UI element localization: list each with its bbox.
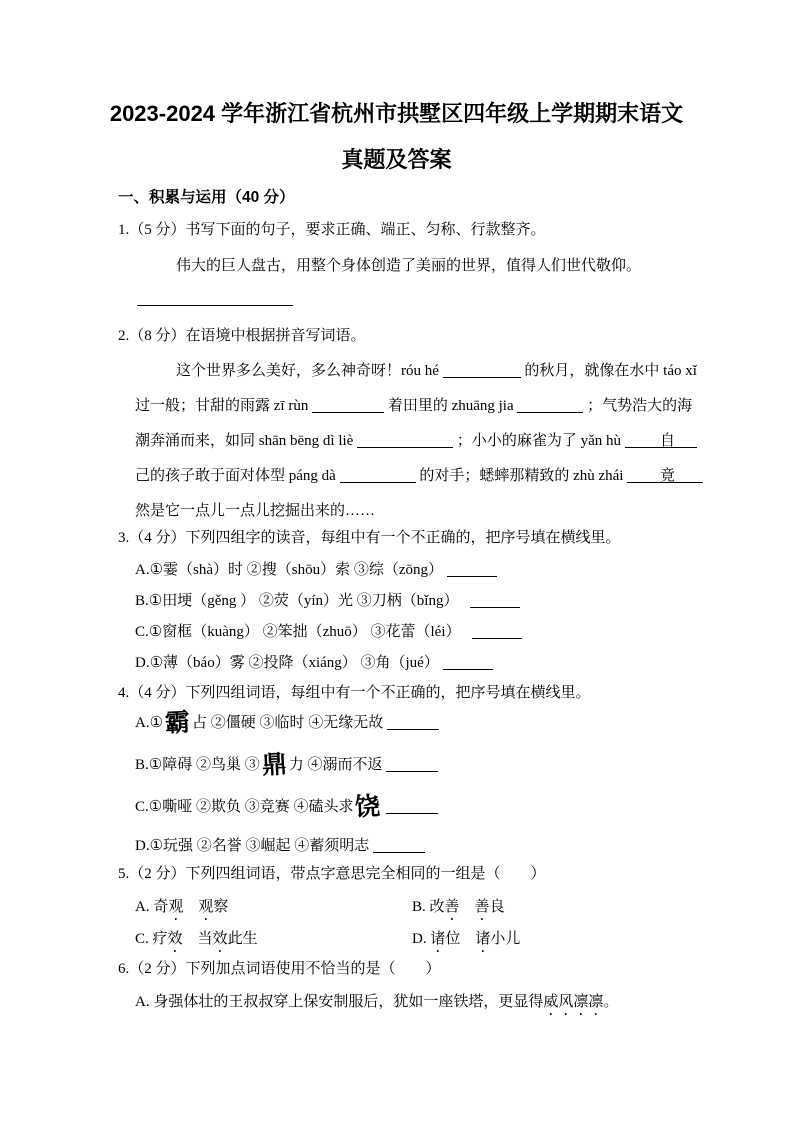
q4-option-c (135, 794, 438, 820)
q5-option-d-mid: 位 (445, 931, 476, 947)
answer-blank (386, 798, 438, 814)
emphasis-dot-char: 观 (168, 899, 184, 915)
emphasis-dot-char: 观 (198, 899, 214, 915)
answer-blank (472, 623, 522, 639)
q2-line2-text-a: 过一般；甘甜的雨露 zī rùn (135, 398, 309, 414)
q4-option-b-pre: B.①障碍 ②鸟巢 ③ (135, 757, 260, 773)
q4-stem: 4.（4 分）下列四组词语，每组中有一个不正确的，把序号填在横线里。 (118, 685, 591, 701)
q4-option-a-post: 占 ②僵硬 ③临时 ④无缘无故 (192, 715, 384, 731)
q5-option-c-post: 此生 (227, 931, 258, 947)
emphasis-dot-char: 善 (474, 899, 490, 915)
q6-stem: 6.（2 分）下列加点词语使用不恰当的是（ ） (118, 961, 441, 977)
answer-blank (312, 397, 384, 413)
q1-answer-line (137, 291, 293, 306)
answer-blank (340, 467, 416, 483)
answer-blank (386, 756, 438, 772)
q4-option-d (135, 836, 425, 856)
q6-option-a-pre: A. 身强体壮的王叔叔穿上保安制服后，犹如一座铁塔，更显得 (135, 994, 544, 1010)
q5-stem: 5.（2 分）下列四组词语，带点字意思完全相同的一组是（ ） (118, 866, 546, 882)
q4-option-b-post: 力 ④溺而不返 (288, 757, 383, 773)
q5-option-d-post: 小儿 (490, 931, 521, 947)
answer-blank (447, 561, 497, 577)
q5-option-b-post: 良 (489, 899, 505, 915)
q5-option-d-pre: D. (412, 931, 431, 947)
q5-option-a-mid (183, 899, 198, 915)
emphasis-dot-char: 效 (212, 931, 228, 947)
q3-option-b-text: B.①田埂（gěng ） ②荧（yín）光 ③刀柄（bǐng） (135, 593, 459, 609)
answer-blank (373, 837, 425, 853)
q6-option-a-post: 。 (603, 994, 619, 1010)
q2-line4-text-b: 的对手；蟋蟀那精致的 zhù zhái (419, 468, 624, 484)
answer-blank (387, 714, 439, 730)
q2-line4-text-a: 己的孩子敢于面对体型 páng dà (135, 468, 336, 484)
section-heading: 一、积累与运用（40 分） (118, 189, 295, 206)
q1-stem: 1.（5 分）书写下面的句子，要求正确、端正、匀称、行款整齐。 (118, 222, 546, 238)
emphasis-dot-char: 威风凛凛 (543, 994, 604, 1010)
emphasis-dot-char: 善 (444, 899, 460, 915)
q4-option-d-text: D.①玩强 ②名誉 ③崛起 ④蓄须明志 (135, 838, 370, 854)
q2-line3-text-c: 自 (659, 433, 675, 449)
q5-option-d (412, 929, 520, 956)
q5-option-a (135, 897, 228, 924)
q2-line3-text-a: 潮奔涌而来，如同 shān bēng dì liè (135, 433, 354, 449)
answer-blank (443, 654, 493, 670)
q2-text-line3 (135, 431, 675, 451)
handwritten-char-rao-image: 饶 (354, 793, 382, 822)
q4-option-b (135, 752, 438, 778)
answer-blank (470, 592, 520, 608)
q5-option-c-pre: C. 疗 (135, 931, 168, 947)
q2-text-line5: 然是它一点儿一点儿挖掘出来的…… (135, 503, 376, 519)
q2-line2-text-b: 着田里的 zhuāng jia (387, 398, 514, 414)
emphasis-dot-char: 诸 (430, 931, 446, 947)
exam-title-line1: 2023-2024 学年浙江省杭州市拱墅区四年级上学期期末语文 (109, 101, 684, 126)
q2-text-line4 (135, 466, 675, 486)
handwritten-char-ba-image: 霸 (164, 709, 191, 738)
q3-option-b (135, 591, 520, 611)
answer-blank (357, 432, 453, 448)
exam-title-line2: 真题及答案 (341, 147, 452, 172)
q6-option-a (135, 992, 618, 1019)
q2-text-line2 (135, 396, 693, 416)
answer-blank (517, 397, 583, 413)
q3-option-a (135, 560, 497, 580)
q2-stem: 2.（8 分）在语境中根据拼音写词语。 (118, 328, 366, 344)
q5-option-b-mid (460, 899, 475, 915)
q3-option-c (135, 622, 522, 642)
q5-option-a-pre: A. 奇 (135, 899, 169, 915)
q2-text-line1 (176, 361, 697, 381)
q3-stem: 3.（4 分）下列四组字的读音，每组中有一个不正确的，把序号填在横线里。 (118, 530, 621, 546)
q5-option-c (135, 929, 258, 956)
q5-option-b-pre: B. 改 (412, 899, 445, 915)
q2-line4-text-c: 竟 (659, 468, 675, 484)
handwritten-char-ding-image: 鼎 (261, 751, 288, 780)
q3-option-d (135, 653, 493, 673)
emphasis-dot-char: 诸 (475, 931, 491, 947)
q2-line2-text-c: ；气势浩大的海 (587, 398, 693, 414)
emphasis-dot-char: 效 (167, 931, 183, 947)
q1-sentence: 伟大的巨人盘古，用整个身体创造了美丽的世界，值得人们世代敬仰。 (176, 258, 642, 274)
q3-option-a-text: A.①霎（shà）时 ②搜（shōu）索 ③综（zōng） (135, 562, 444, 578)
q4-option-a-pre: A.① (135, 715, 164, 731)
answer-blank (443, 362, 521, 378)
q2-line3-text-b: ；小小的麻雀为了 yǎn hù (456, 433, 621, 449)
q2-line1-text-b: 的秋月，就像在水中 táo xǐ (524, 363, 697, 379)
q4-option-c-pre: C.①嘶哑 ②欺负 ③竞赛 ④磕头求 (135, 799, 354, 815)
q2-line1-text-a: 这个世界多么美好，多么神奇呀！róu hé (176, 363, 439, 379)
q4-option-a (135, 710, 439, 736)
q5-option-b (412, 897, 505, 924)
q5-option-c-mid: 当 (182, 931, 213, 947)
q5-option-a-post: 察 (213, 899, 229, 915)
q3-option-d-text: D.①薄（báo）雾 ②投降（xiáng） ③角（jué） (135, 655, 439, 671)
q3-option-c-text: C.①窗框（kuàng） ②笨拙（zhuō） ③花蕾（léi） (135, 624, 461, 640)
